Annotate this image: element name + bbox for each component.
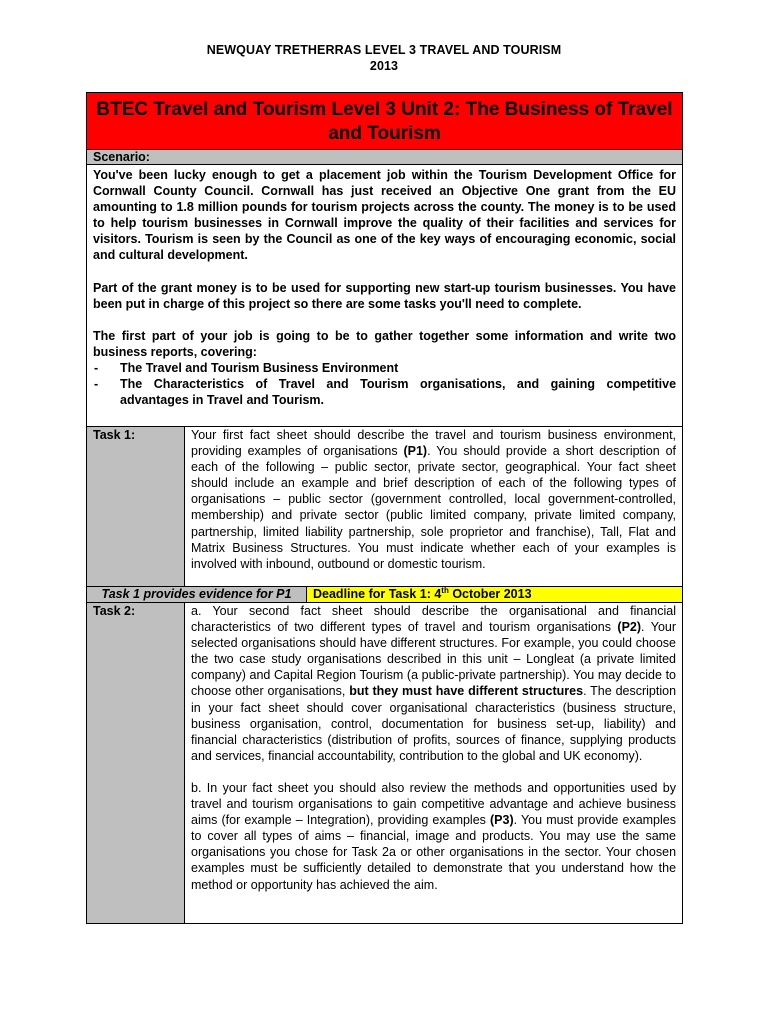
scenario-paragraph-3: The first part of your job is going to be to gather together some information and write two business reports, covering: [93, 328, 677, 359]
header-line-1: NEWQUAY TRETHERRAS LEVEL 3 TRAVEL AND TOURISM [206, 43, 562, 57]
task-2b-text-1: b. In your fact sheet you should also review the methods and opportunities used by travel and tourism organisations to gain competitive advantage and achieve business aims (for example – Integration), providing examples [191, 780, 677, 828]
task-1-text-b: . You should provide a short description of each of the following – public sector, private sector, geographical. Your fact sheet should include an example and brief description of each of the following types of organisations – public sector (government controlled, local government-controlled, membership) and private sector (public limited company, private limited company, partnership, limited liability partnership, sole proprietor and franchise), Tall, Flat and Matrix Business Structures. You must indicate whether each of your examples is involved with inbound, outbound or domestic tourism. [191, 444, 677, 571]
scenario-bullet-text: The Characteristics of Travel and Tourism organisations, and gaining competitive advantages in Travel and Tourism. [120, 377, 677, 408]
bullet-dash: - [94, 360, 99, 375]
scenario-paragraph-1: You've been lucky enough to get a placement job within the Tourism Development Office for Cornwall County Council. Cornwall has just received an Objective One grant from the EU amounting to 1.8 million pounds for tourism projects across the county. The money is to be used to help tourism businesses in Cornwall improve the quality of their facilities and services for visitors. Tourism is seen by the Council as one of the key ways of encouraging economic, social and cultural development. [93, 168, 677, 263]
task-2b-criteria-ref: (P3) [490, 813, 514, 828]
task-1-text-a: Your first fact sheet should describe the travel and tourism business environment, providing examples of organisations [191, 428, 677, 459]
bullet-dash: - [94, 377, 99, 392]
task-2b-paragraph [191, 780, 676, 893]
header-line-2: 2013 [369, 59, 399, 73]
task-1-criteria-ref: (P1) [403, 444, 428, 459]
task-2-label: Task 2: [87, 603, 185, 924]
scenario-bullet-text: The Travel and Tourism Business Environment [120, 360, 399, 375]
task-1-deadline [307, 587, 683, 603]
task-2a-text-1: a. Your second fact sheet should describe the organisational and financial characteristics of two different types of travel and tourism organisations [191, 604, 677, 635]
task-2a-emphasis: but they must have different structures [349, 684, 584, 699]
task-1-evidence: Task 1 provides evidence for P1 [87, 587, 307, 603]
deadline-ordinal: th [441, 585, 449, 595]
scenario-bullet [93, 376, 676, 408]
task-2a-text-2: . Your selected organisations should have different structures. For example, you could choose the two case study organisations described in this unit – Longleat (a private limited company) and Capital Region Tourism (a public-private partnership). You may decide to choose other organisations, [191, 620, 677, 699]
scenario-paragraph-2: Part of the grant money is to be used for supporting new start-up tourism businesses. You have been put in charge of this project so there are some tasks you'll need to complete. [93, 280, 677, 311]
document-header [0, 42, 768, 74]
deadline-prefix: Deadline for Task 1: 4 [313, 587, 442, 601]
scenario-bullet-list [93, 360, 676, 408]
task-2-description [185, 603, 683, 924]
task-1-label: Task 1: [87, 427, 185, 587]
task-2a-text-3: . The description in your fact sheet should cover organisational characteristics (business structure, business organisation, control, documentation for business set-up, liability) and financial characteristics (distribution of profits, sources of finance, supplying products and services, financial accountability, contribution to the global and UK economy). [191, 684, 677, 763]
scenario-bullet [93, 360, 676, 376]
task-2a-criteria-ref: (P2) [617, 620, 642, 635]
scenario-heading: Scenario: [87, 150, 683, 165]
task-2b-text-2: . You must provide examples to cover all types of aims – financial, image and products. You may use the same organisations you chose for Task 2a or other organisations in the sector. Your chosen examples must be sufficiently detailed to demonstrate that you understand how the method or opportunity has achieved the aim. [191, 813, 677, 892]
task-2a-paragraph [191, 603, 676, 764]
assignment-table [86, 92, 683, 924]
task-1-description [185, 427, 683, 587]
assignment-title: BTEC Travel and Tourism Level 3 Unit 2: The Business of Travel and Tourism [87, 93, 683, 150]
deadline-suffix: October 2013 [448, 587, 532, 601]
scenario-body [87, 165, 683, 427]
